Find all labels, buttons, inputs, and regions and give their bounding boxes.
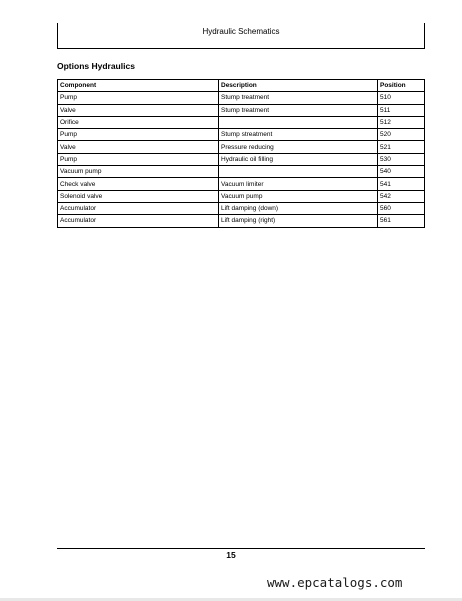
cell-position: 511: [378, 104, 425, 116]
cell-component: Orifice: [58, 116, 219, 128]
cell-position: 541: [378, 178, 425, 190]
table-row: [58, 166, 425, 178]
cell-position: 520: [378, 129, 425, 141]
column-header-position: Position: [378, 80, 425, 92]
cell-description: Vacuum pump: [219, 190, 378, 202]
cell-position: 542: [378, 190, 425, 202]
cell-description: Stump treatment: [219, 104, 378, 116]
cell-description: [219, 166, 378, 178]
table-row: [58, 215, 425, 227]
page-number: 15: [226, 550, 236, 560]
cell-component: Valve: [58, 104, 219, 116]
table-row: [58, 104, 425, 116]
table-row: [58, 116, 425, 128]
table-row: [58, 178, 425, 190]
cell-description: [219, 116, 378, 128]
page-header-box: [57, 23, 425, 49]
cell-component: Pump: [58, 92, 219, 104]
table-header-row: [58, 80, 425, 92]
cell-description: Stump streatment: [219, 129, 378, 141]
page-header-title: Hydraulic Schematics: [202, 27, 280, 36]
cell-description: Hydraulic oil filling: [219, 153, 378, 165]
cell-component: Pump: [58, 153, 219, 165]
table-row: [58, 153, 425, 165]
cell-position: 560: [378, 202, 425, 214]
cell-position: 510: [378, 92, 425, 104]
cell-component: Accumulator: [58, 202, 219, 214]
table-row: [58, 190, 425, 202]
cell-position: 512: [378, 116, 425, 128]
section-title: Options Hydraulics: [57, 61, 135, 71]
cell-position: 561: [378, 215, 425, 227]
watermark-text: www.epcatalogs.com: [267, 575, 403, 590]
cell-position: 521: [378, 141, 425, 153]
cell-description: Lift damping (right): [219, 215, 378, 227]
cell-component: Valve: [58, 141, 219, 153]
cell-position: 540: [378, 166, 425, 178]
cell-position: 530: [378, 153, 425, 165]
cell-description: Pressure reducing: [219, 141, 378, 153]
cell-description: Vacuum limiter: [219, 178, 378, 190]
cell-component: Solenoid valve: [58, 190, 219, 202]
table-body: [58, 92, 425, 227]
column-header-description: Description: [219, 80, 378, 92]
table-row: [58, 129, 425, 141]
components-table: [57, 79, 425, 228]
footer-divider: [57, 548, 425, 549]
column-header-component: Component: [58, 80, 219, 92]
cell-component: Check valve: [58, 178, 219, 190]
table-row: [58, 202, 425, 214]
cell-component: Vacuum pump: [58, 166, 219, 178]
table-row: [58, 141, 425, 153]
cell-description: Lift damping (down): [219, 202, 378, 214]
cell-component: Pump: [58, 129, 219, 141]
cell-component: Accumulator: [58, 215, 219, 227]
table-row: [58, 92, 425, 104]
cell-description: Stump treatment: [219, 92, 378, 104]
